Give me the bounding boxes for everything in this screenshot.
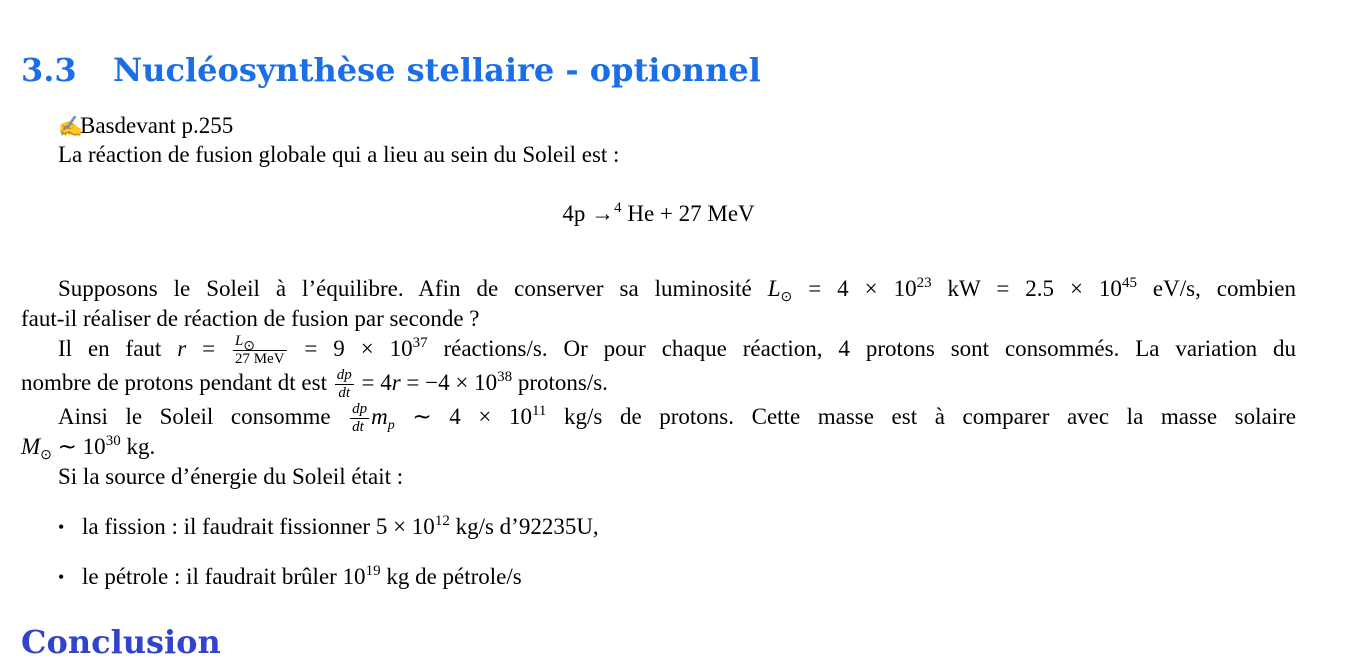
luminosity-fraction: $\frac{L_⊙}{\text{27 MeV}}$ xyxy=(234,333,285,368)
next-section-heading: Conclusion xyxy=(21,623,221,661)
list-item-petrole: • le pétrole : il faudrait brûler $10^{19}$ kg de pétrole/s xyxy=(58,562,522,592)
para3-line2: $M_⊙$ ∼ $10^{30}$ kg. xyxy=(21,433,156,463)
para2-line1: Il en faut r = $\frac{L_⊙}{\text{27 MeV}}$ = $9 \times 10^{37}$ réactions/s. Or pour chaque réaction, 4 protons sont consommés. La variation du xyxy=(58,333,1297,368)
dp-dt-fraction-2: $\frac{dp}{dt}$ xyxy=(352,401,368,436)
para4-text: Si la source d’énergie du Soleil était : xyxy=(58,464,404,489)
para3-line1: Ainsi le Soleil consomme $\frac{dp}{dt}$ $m_p$ ∼ $4 \times 10^{11}$ kg/s de protons. Cette masse est à comparer avec la masse solaire xyxy=(58,401,1296,436)
writing-hand-icon: ✍ xyxy=(58,116,83,138)
bullet-icon: • xyxy=(58,567,65,587)
section-number: 3.3 xyxy=(21,51,77,89)
para1-line2: faut-il réaliser de réaction de fusion par seconde ? xyxy=(21,306,480,331)
fusion-equation: 4p →$^4$ He + 27 MeV xyxy=(562,200,755,226)
dp-dt-fraction: $\frac{dp}{dt}$ xyxy=(336,367,352,402)
para1-line1: Supposons le Soleil à l’équilibre. Afin de conserver sa luminosité $L_⊙ = 4 \times 10^{23}$ kW = $2.5 \times 10^{45}$ eV/s, combien xyxy=(58,275,1296,305)
intro-text: La réaction de fusion globale qui a lieu au sein du Soleil est : xyxy=(58,142,620,167)
reference-text: Basdevant p.255 xyxy=(80,113,234,138)
para2-line2: nombre de protons pendant dt est $\frac{dp}{dt}$ = $4r = -4 \times 10^{38}$ protons/s. xyxy=(21,367,608,402)
reference-line xyxy=(58,111,233,142)
bullet-icon: • xyxy=(58,517,65,537)
section-title: Nucléosynthèse stellaire - optionnel xyxy=(113,51,761,89)
list-item-fission: • la fission : il faudrait fissionner $5 \times 10^{12}$ kg/s d’92235U, xyxy=(58,512,599,542)
section-heading xyxy=(21,48,761,92)
